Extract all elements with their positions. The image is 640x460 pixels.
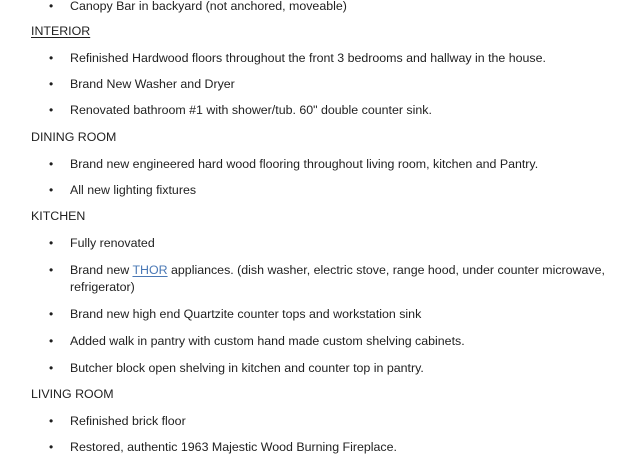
list-item-text: Brand new high end Quartzite counter tops and workstation sink xyxy=(70,307,422,321)
list-item-text: Brand new engineered hard wood flooring throughout living room, kitchen and Pantry. xyxy=(70,157,539,171)
section-heading-living-room: LIVING ROOM xyxy=(31,387,114,401)
section-heading-kitchen: KITCHEN xyxy=(31,209,86,223)
list-item-text: Brand New Washer and Dryer xyxy=(70,77,235,91)
section-heading-interior: INTERIOR xyxy=(31,24,91,38)
list-item-text-continuation: refrigerator) xyxy=(70,280,135,294)
thor-link[interactable]: THOR xyxy=(132,263,168,277)
bullet: • xyxy=(49,361,54,375)
list-item-text: Added walk in pantry with custom hand made custom shelving cabinets. xyxy=(70,334,465,348)
bullet: • xyxy=(49,103,54,117)
list-item-text: Refinished Hardwood floors throughout the front 3 bedrooms and hallway in the house. xyxy=(70,51,546,65)
list-item-text: Fully renovated xyxy=(70,236,155,250)
bullet: • xyxy=(49,414,54,428)
bullet: • xyxy=(49,236,54,250)
bullet: • xyxy=(49,77,54,91)
list-item-text: Renovated bathroom #1 with shower/tub. 60" double counter sink. xyxy=(70,103,432,117)
section-heading-dining-room: DINING ROOM xyxy=(31,130,117,144)
bullet: • xyxy=(49,157,54,171)
list-item-text: Butcher block open shelving in kitchen and counter top in pantry. xyxy=(70,361,424,375)
bullet: • xyxy=(49,183,54,197)
list-item-text-start: Brand new xyxy=(70,263,133,277)
list-item-text xyxy=(70,262,630,296)
bullet: • xyxy=(49,440,54,454)
bullet: • xyxy=(49,263,54,277)
bullet: • xyxy=(49,0,54,13)
list-item-text: Refinished brick floor xyxy=(70,414,186,428)
list-item-text: All new lighting fixtures xyxy=(70,183,197,197)
bullet: • xyxy=(49,51,54,65)
list-item-text-end: appliances. (dish washer, electric stove, range hood, under counter microwave, xyxy=(167,263,605,277)
bullet: • xyxy=(49,307,54,321)
bullet: • xyxy=(49,334,54,348)
list-item-text: Canopy Bar in backyard (not anchored, moveable) xyxy=(70,0,347,13)
list-item-text: Restored, authentic 1963 Majestic Wood Burning Fireplace. xyxy=(70,440,397,454)
